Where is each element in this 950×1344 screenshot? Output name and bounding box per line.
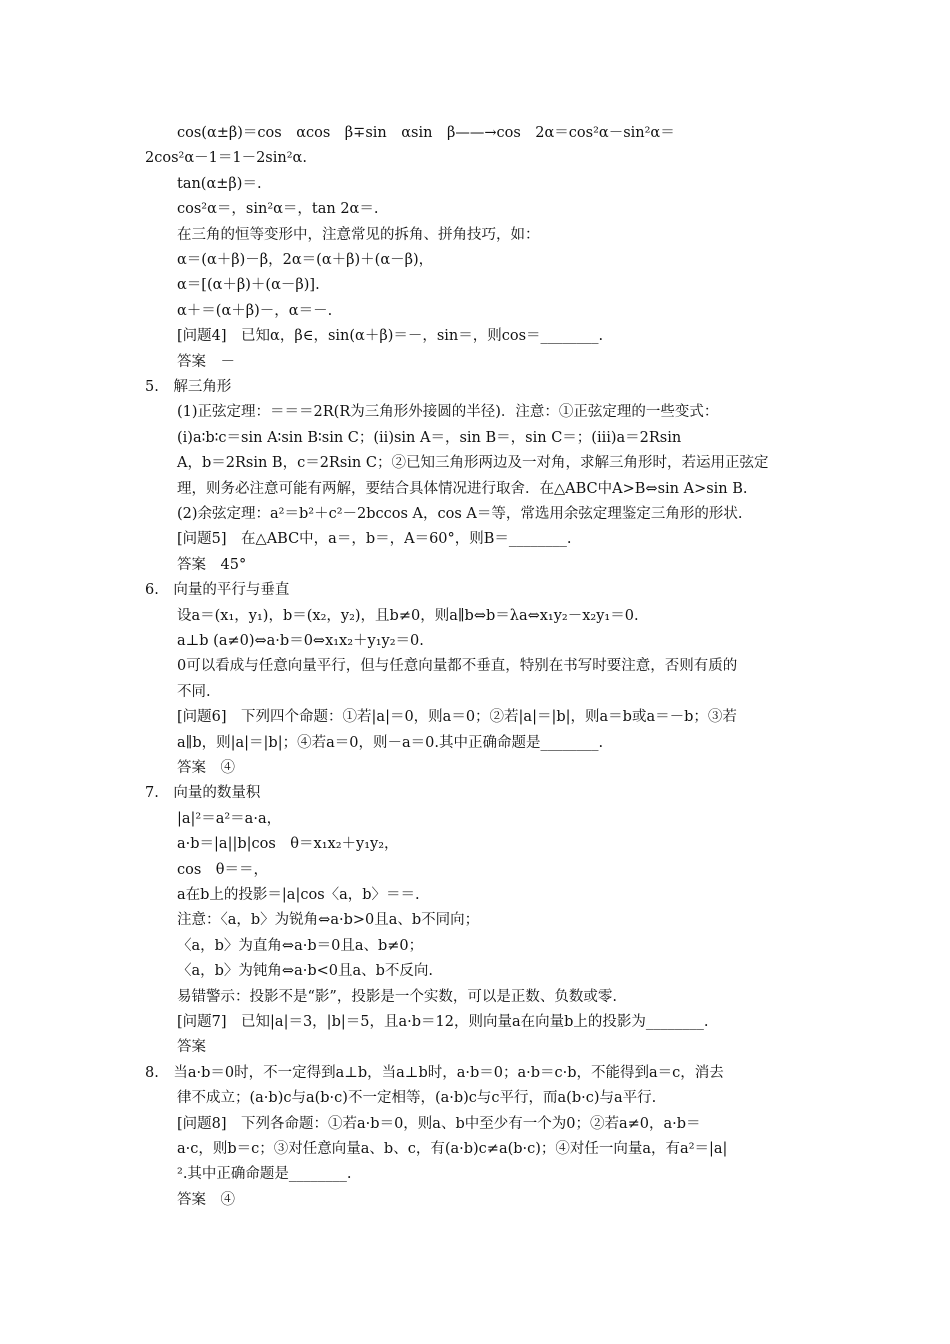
text-line: [问题4] 已知α，β∈，sin(α＋β)＝－，sin＝，则cos＝________.	[177, 328, 604, 345]
text-line: tan(α±β)＝.	[177, 175, 262, 192]
text-line: (ⅰ)a∶b∶c＝sin A∶sin B∶sin C；(ⅱ)sin A＝，sin B＝，sin C＝；(ⅲ)a＝2Rsin	[177, 429, 682, 446]
text-line: 6. 向量的平行与垂直	[145, 582, 290, 599]
text-line: a·b＝|a||b|cos θ＝x₁x₂＋y₁y₂，	[177, 836, 399, 853]
text-line: (2)余弦定理：a²＝b²＋c²－2bccos A，cos A＝等，常选用余弦定理鉴定三角形的形状.	[177, 506, 743, 522]
text-line: cos θ＝＝，	[177, 861, 269, 878]
text-line: a⊥b (a≠0)⇔a·b＝0⇔x₁x₂＋y₁y₂＝0.	[177, 633, 424, 649]
text-line: 注意：〈a，b〉为锐角⇔a·b>0且a、b不同向；	[177, 912, 480, 929]
text-line: ².其中正确命题是________.	[177, 1166, 352, 1183]
text-line: 〈a，b〉为钝角⇔a·b<0且a、b不反向.	[177, 963, 434, 980]
text-line: [问题6] 下列四个命题：①若|a|＝0，则a＝0；②若|a|＝|b|，则a＝b或a＝－b；③若	[177, 709, 737, 726]
text-line: |a|²＝a²＝a·a，	[177, 810, 282, 827]
text-line: 〈a，b〉为直角⇔a·b＝0且a、b≠0；	[177, 937, 424, 954]
text-line: 5. 解三角形	[145, 379, 232, 395]
text-line: 0可以看成与任意向量平行，但与任意向量都不垂直，特别在书写时要注意，否则有质的	[177, 658, 738, 675]
text-line: [问题5] 在△ABC中，a＝，b＝，A＝60°，则B＝________.	[177, 531, 572, 548]
text-line: cos(α±β)＝cos αcos β∓sin αsin β——→cos 2α＝cos²α－sin²α＝	[177, 125, 675, 141]
text-line: 理，则务必注意可能有两解，要结合具体情况进行取舍．在△ABC中A>B⇔sin A>sin B.	[177, 480, 748, 497]
text-line: 2cos²α－1＝1－2sin²α.	[145, 150, 307, 167]
text-line: a·c，则b＝c；③对任意向量a、b、c，有(a·b)c≠a(b·c)；④对任一向量a，有a²＝|a|	[177, 1141, 728, 1157]
text-line: [问题7] 已知|a|＝3，|b|＝5，且a·b＝12，则向量a在向量b上的投影为________.	[177, 1014, 709, 1030]
text-line: 答案 ④	[177, 1191, 235, 1208]
text-line: a在b上的投影＝|a|cos〈a，b〉＝＝.	[177, 887, 420, 903]
text-line: α＝(α＋β)－β，2α＝(α＋β)＋(α－β)，	[177, 252, 434, 268]
text-line: cos²α＝，sin²α＝，tan 2α＝.	[177, 201, 379, 218]
text-line: 答案 45°	[177, 556, 247, 573]
text-line: A，b＝2Rsin B，c＝2Rsin C；②已知三角形两边及一对角，求解三角形时，若运用正弦定	[177, 455, 769, 472]
text-line: (1)正弦定理：＝＝＝2R(R为三角形外接圆的半径)．注意：①正弦定理的一些变式：	[177, 404, 719, 421]
text-line: 8. 当a·b＝0时，不一定得到a⊥b，当a⊥b时，a·b＝0；a·b＝c·b，不能得到a＝c，消去	[145, 1064, 724, 1081]
text-line: α＋＝(α＋β)－，α＝－.	[177, 302, 333, 319]
text-line: a∥b，则|a|＝|b|；④若a＝0，则－a＝0.其中正确命题是________.	[177, 734, 604, 751]
text-line: 答案 ④	[177, 760, 235, 776]
text-line: 在三角的恒等变形中，注意常见的拆角、拼角技巧，如：	[177, 226, 540, 243]
text-line: 易错警示：投影不是“影”，投影是一个实数，可以是正数、负数或零.	[177, 988, 617, 1005]
text-line: 设a＝(x₁，y₁)，b＝(x₂，y₂)，且b≠0，则a∥b⇔b＝λa⇔x₁y₂－x₂y₁＝0.	[177, 607, 639, 624]
text-line: 不同.	[177, 683, 211, 700]
text-line: 答案 －	[177, 353, 235, 370]
text-line: α＝[(α＋β)＋(α－β)].	[177, 277, 320, 294]
text-line: [问题8] 下列各命题：①若a·b＝0，则a、b中至少有一个为0；②若a≠0，a·b＝	[177, 1115, 701, 1132]
text-line: 律不成立；(a·b)c与a(b·c)不一定相等，(a·b)c与c平行，而a(b·c)与a平行.	[177, 1090, 657, 1107]
text-line: 7. 向量的数量积	[145, 785, 261, 802]
text-line: 答案	[177, 1039, 206, 1056]
